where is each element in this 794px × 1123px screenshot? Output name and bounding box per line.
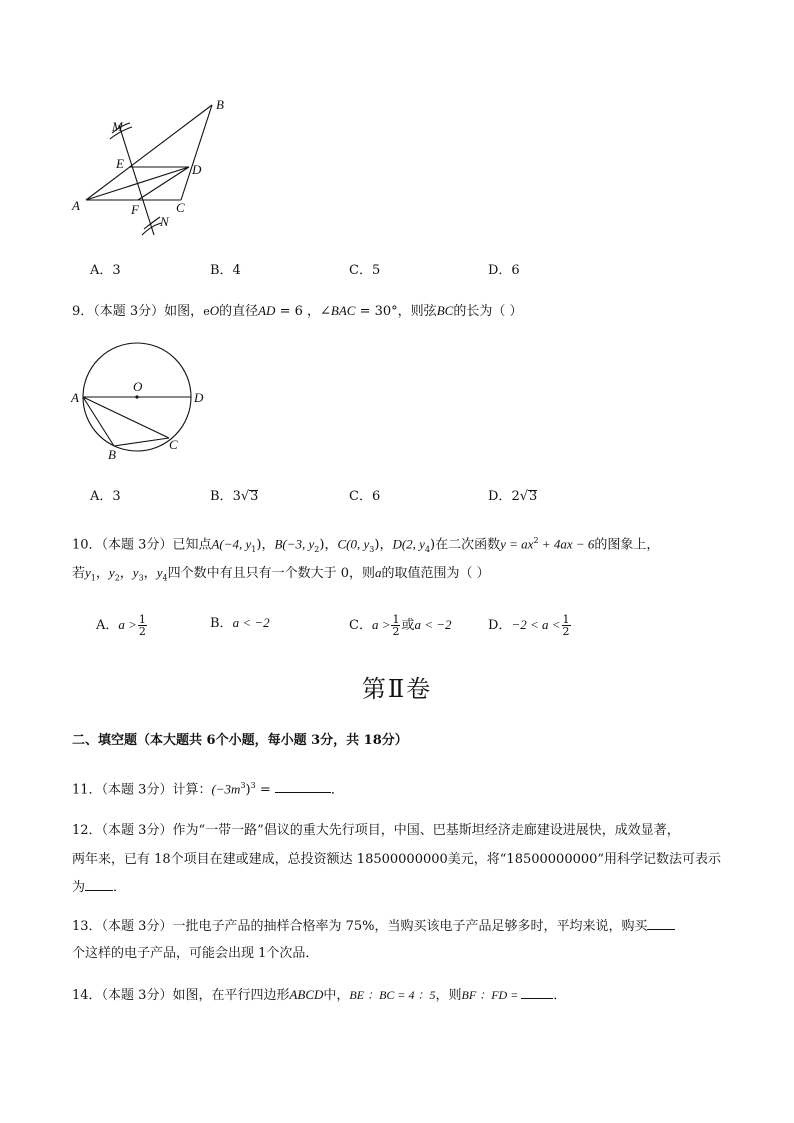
q13-line2: 个这样的电子产品，可能会出现 1个次品． [72,946,319,961]
q10-close-2: ) [319,537,325,553]
q11-prefix: 11．（本题 3分）计算： [72,782,212,798]
q9-text-2: ，则弦 [397,304,437,319]
label-f: F [131,202,139,217]
q10-a: a [374,565,382,580]
q14-prefix: 14．（本题 3分）如图，在平行四边形 [72,988,290,1003]
q10-l2-comma-3: ， [143,566,157,581]
center-point [135,395,138,398]
q14-answer-blank[interactable] [521,986,553,999]
q9-option-b-prefix: B． [210,489,233,504]
q10-option-a-prefix: A． [96,618,119,633]
label-c: C [169,437,178,452]
q10-option-c-expr2: a < −2 [414,617,452,632]
q10-sub-2: 2 [314,544,320,554]
q14-question [72,986,566,1005]
q11-inner-sup: 3 [240,781,246,790]
q9-option-b[interactable] [210,488,258,506]
q8-figure [70,95,240,245]
fraction-one-half [391,614,400,637]
q9-prefix: 9．（本题 3分）如图， [72,304,204,319]
q10-point-b-coords: (−3, y [282,536,315,552]
q10-option-b-prefix: B． [210,616,233,631]
q9-option-d-coef: 2 [511,489,520,504]
q10-func-sup: 2 [533,536,539,545]
q10-close-3: ) [374,537,380,553]
q10-point-c-coords: (0, y [346,536,370,552]
q10-option-a-expr: a > [118,617,137,632]
q12-line3-prefix: 为 [72,880,86,895]
q11-expr-close: ) [245,782,251,798]
q10-question-line1 [72,532,659,559]
q11-eq: = [255,782,275,798]
q8-option-d[interactable]: D．6 [488,263,520,278]
q12-line2: 两年来，已有 18个项目在建或建成，总投资额达 18500000000美元，将“18500000000”用科学记数法可表示 [72,852,722,867]
q14-ratio1: BE ：BC = 4 ：5 [349,988,436,1002]
q14-abcd: ABCD [289,987,324,1002]
label-m: M [112,119,123,134]
q10-sub-4: 4 [424,544,431,554]
fraction-numerator: 1 [138,613,146,626]
q9-figure [68,345,218,465]
q13-line1 [72,917,675,936]
label-d: D [194,390,204,405]
q14-text: ，则 [435,988,462,1003]
q9-option-c[interactable]: C．6 [349,489,381,504]
q10-l2-sub-3: 3 [138,573,144,583]
q10-question-line2 [72,564,490,588]
q10-point-d: D [392,536,402,552]
q8-option-c[interactable]: C．5 [349,263,381,278]
q12-line1: 12．（本题 3分）作为“一带一路”倡议的重大先行项目，中国、巴基斯坦经济走廊建设进展快，成效显著， [72,823,680,838]
q10-point-a: A [211,536,220,552]
q10-end: 的图象上， [594,537,660,553]
label-a: A [71,390,79,405]
q10-prefix: 10．（本题 3分）已知点 [72,537,212,553]
q10-line2-rest: 四个数中有且只有一个数大于 0，则 [167,566,375,581]
q10-option-b[interactable] [210,614,270,633]
q9-question [72,302,522,321]
q10-option-d[interactable] [488,614,572,637]
label-o: O [133,379,143,394]
q11-question [72,777,344,799]
q9-option-d-prefix: D． [488,489,512,504]
q10-y1: y [85,565,91,580]
q9-text-1: 的直径 [219,304,259,319]
q8-option-b[interactable]: B．4 [210,263,241,278]
label-b: B [216,97,224,112]
q10-option-c-prefix: C． [349,618,372,633]
q9-text-3: 的长为（ ） [453,304,523,319]
part2-header: 二、填空题（本大题共 6个小题，每小题 3分，共 18分） [72,733,408,748]
q10-line2-end: 的取值范围为（ ） [381,566,490,581]
q9-ad-value: = 6 ， [275,304,321,319]
q10-l2-sub-4: 4 [162,573,168,583]
q10-option-b-expr: a < −2 [232,615,270,630]
label-c: C [176,200,185,215]
q10-y2: y [108,565,115,580]
fraction-denominator: 2 [392,625,400,638]
q10-l2-comma-2: ， [119,566,133,581]
fraction-numerator: 1 [562,613,570,626]
q10-comma-3: ， [379,537,393,553]
q11-end: ． [330,782,344,798]
q10-option-c[interactable] [349,614,452,637]
q9-bc: BC [436,303,454,318]
q10-close-1: ) [256,537,262,553]
q9-circle-o: O [209,303,220,318]
q10-option-a[interactable] [96,614,148,637]
q10-option-d-prefix: D． [488,618,512,633]
q9-ad: AD [258,303,276,318]
q10-point-a-coords: (−4, y [219,536,252,552]
q10-y3: y [132,565,139,580]
line-bc [181,105,212,200]
fraction-numerator: 1 [392,613,400,626]
q10-comma-2: ， [324,537,338,553]
q10-func-rest: + 4ax − 6 [538,536,595,552]
label-b: B [108,447,116,462]
q12-line3 [72,878,126,897]
label-d: D [192,162,202,177]
q8-option-a[interactable]: A．3 [90,263,121,278]
q14-end: ． [553,988,567,1003]
q10-mid: 在二次函数 [435,537,501,553]
fraction-denominator: 2 [138,625,146,638]
q10-point-d-coords: (2, y [401,536,425,552]
q10-y4: y [156,565,163,580]
sqrt-sign: √ [519,489,529,504]
section-title: 第Ⅱ卷 [361,675,433,703]
q9-angle: ∠BAC [320,303,356,318]
label-e: E [116,156,124,171]
q10-option-c-or: 或 [401,618,415,633]
q10-l2-sub-1: 1 [90,573,96,583]
sqrt-sign: √ [240,489,250,504]
q9-circle-symbol: e [203,305,210,318]
q9-option-a[interactable]: A．3 [90,489,121,504]
q10-l2-comma-1: ， [95,566,109,581]
q10-close-4: ) [430,537,436,553]
q9-option-b-radicand: 3 [250,489,259,504]
q10-option-d-expr: −2 < a < [511,617,561,632]
q10-line2-prefix: 若 [72,566,86,581]
line-fd [138,167,189,200]
q9-option-b-coef: 3 [232,489,241,504]
q9-angle-value: = 30° [355,304,398,319]
chord-bc [114,438,169,446]
q13-answer-blank[interactable] [647,917,675,930]
q10-func: y = ax [500,536,534,552]
q10-point-b: B [274,536,283,552]
q10-sub-1: 1 [251,544,257,554]
fraction-one-half [562,614,571,637]
q14-mid: 中， [323,988,350,1003]
q12-line3-end: ． [113,880,127,895]
q11-expr: (−3m [211,781,241,797]
q10-option-c-expr1: a > [371,617,391,632]
q10-point-c: C [337,536,347,552]
q11-outer-sup: 3 [250,781,256,790]
q14-ratio2: BF ：FD = [461,988,522,1002]
q10-l2-sub-2: 2 [114,573,120,583]
q12-answer-blank[interactable] [85,878,113,891]
label-n: N [160,214,169,229]
q9-circle-diagram [68,345,218,465]
q9-option-d-radicand: 3 [529,489,538,504]
q13-line1-text: 13．（本题 3分）一批电子产品的抽样合格率为 75%，当购买该电子产品足够多时，平均来说，购买 [72,919,648,934]
fraction-one-half [138,614,147,637]
q10-comma-1: ， [261,537,275,553]
q10-sub-3: 3 [369,544,375,554]
line-ab [86,105,212,200]
label-a: A [72,198,80,213]
q9-option-d[interactable] [488,488,537,506]
q8-geometry-diagram [70,95,240,245]
q11-answer-blank[interactable] [275,780,331,793]
fraction-denominator: 2 [562,625,570,638]
